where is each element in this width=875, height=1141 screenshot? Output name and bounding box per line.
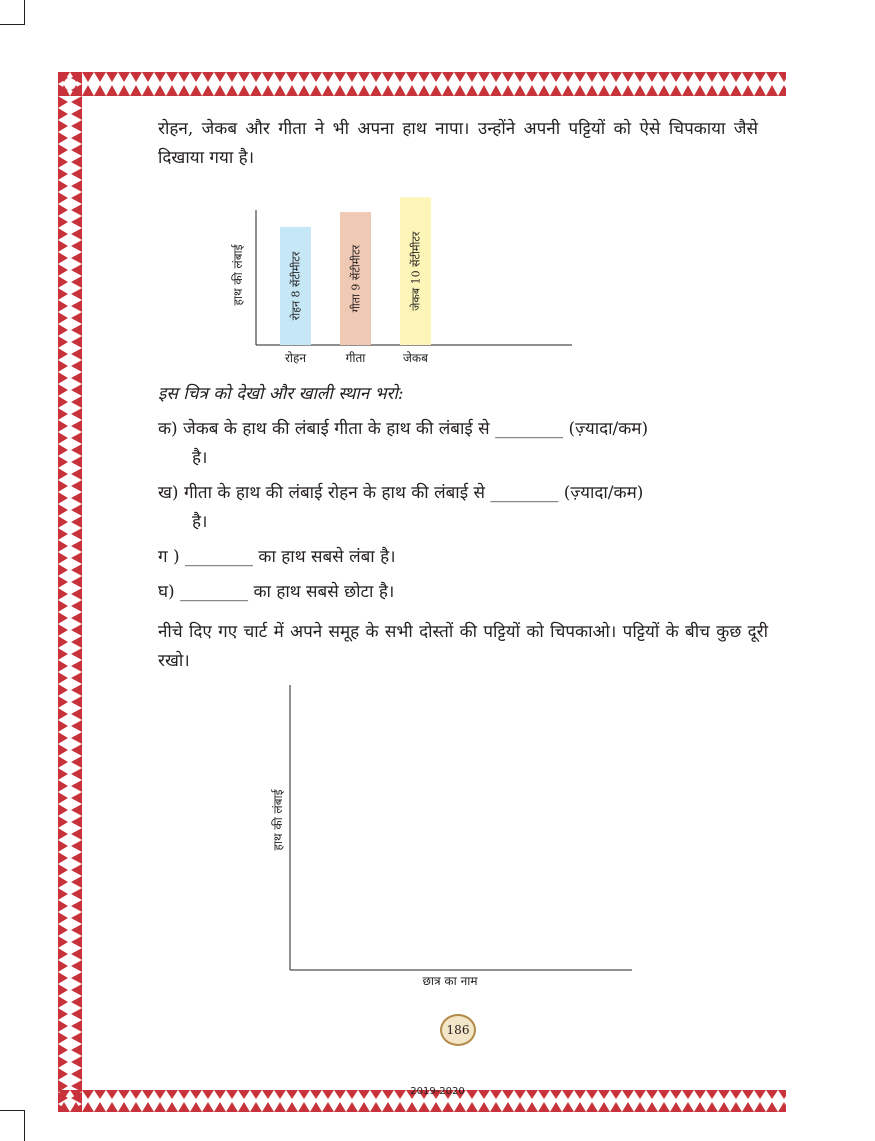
category-label-3: जेकब bbox=[403, 351, 428, 365]
question-a bbox=[158, 415, 768, 473]
hand-length-bar-chart bbox=[200, 180, 600, 370]
question-b-label: ख) bbox=[158, 483, 179, 503]
footer-year: 2019-2020 bbox=[410, 1086, 465, 1097]
task-paragraph: नीचे दिए गए चार्ट में अपने समूह के सभी दोस्तों की पट्टियों को चिपकाओ। पट्टियों के बीच कुछ दूरी रखो। bbox=[158, 622, 768, 671]
question-b bbox=[158, 479, 768, 537]
question-d-label: घ) bbox=[158, 582, 175, 602]
question-c-label: ग ) bbox=[158, 547, 180, 567]
crop-mark-bottom-left bbox=[0, 1110, 25, 1141]
bar-label-1: रोहन 8 सेंटीमीटर bbox=[289, 251, 303, 321]
decorative-border-top bbox=[58, 72, 786, 96]
page-number: 186 bbox=[446, 1023, 470, 1037]
question-c bbox=[158, 543, 768, 572]
decorative-border-left bbox=[58, 72, 82, 1112]
bar-label-3: जेकब 10 सेंटीमीटर bbox=[409, 231, 423, 311]
chart-y-axis-label: हाथ की लंबाई bbox=[231, 244, 245, 306]
question-d-text: ________ का हाथ सबसे छोटा है। bbox=[180, 582, 395, 602]
question-b-text: गीता के हाथ की लंबाई रोहन के हाथ की लंबाई से ________ (ज़्यादा/कम) bbox=[183, 483, 644, 503]
question-a-cont: है। bbox=[192, 448, 208, 468]
blank-chart-y-axis-label: हाथ की लंबाई bbox=[271, 789, 285, 851]
question-c-text: ________ का हाथ सबसे लंबा है। bbox=[185, 547, 396, 567]
blank-chart bbox=[260, 680, 640, 990]
category-label-2: गीता bbox=[345, 351, 366, 365]
page-number-badge bbox=[440, 1014, 476, 1046]
category-label-1: रोहन bbox=[284, 351, 307, 365]
instruction-text: इस चित्र को देखो और खाली स्थान भरो: bbox=[158, 384, 404, 404]
question-a-label: क) bbox=[158, 419, 178, 439]
bar-label-2: गीता 9 सेंटीमीटर bbox=[349, 244, 363, 313]
question-a-text: जेकब के हाथ की लंबाई गीता के हाथ की लंबाई से ________ (ज़्यादा/कम) bbox=[183, 419, 649, 439]
intro-paragraph: रोहन, जेकब और गीता ने भी अपना हाथ नापा। उन्होंने अपनी पट्टियों को ऐसे चिपकाया जैसे दिखाया गया है। bbox=[158, 119, 758, 168]
crop-mark-top-left bbox=[0, 0, 25, 25]
blank-chart-x-axis-label: छात्र का नाम bbox=[422, 974, 478, 988]
question-d bbox=[158, 578, 768, 607]
question-b-cont: है। bbox=[192, 512, 208, 532]
